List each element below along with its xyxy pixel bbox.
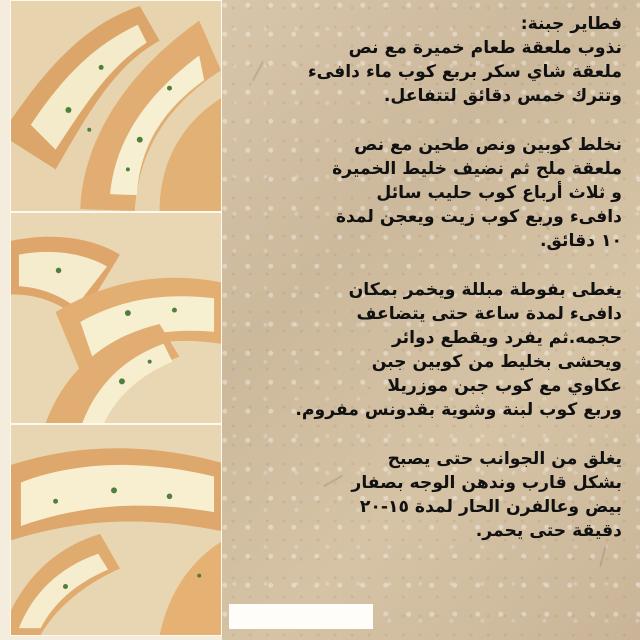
recipe-paper	[222, 0, 640, 640]
recipe-line: ملعقة ملح ثم نضيف خليط الخميرة	[332, 159, 622, 179]
recipe-line: و ثلاث أرباع كوب حليب سائل	[376, 183, 622, 203]
recipe-line: نخلط كوبين ونص طحين مع نص	[354, 135, 622, 155]
recipe-line: عكاوي مع كوب جبن موزريلا	[387, 376, 622, 396]
paragraph-gap	[234, 253, 622, 278]
paragraph-gap	[234, 422, 622, 447]
recipe-line: دافىء لمدة ساعة حتى يتضاعف	[356, 304, 622, 324]
recipe-line: دقيقة حتى يحمر.	[475, 521, 622, 541]
recipe-line: يغطى بفوطة مبللة ويخمر بمكان	[348, 280, 622, 300]
recipe-line: ويحشى بخليط من كوبين جبن	[371, 352, 622, 372]
recipe-line: حجمه.ثم يفرد ويقطع دوائر	[391, 328, 622, 348]
recipe-line: ملعقة شاي سكر بربع كوب ماء دافىء	[307, 62, 622, 82]
pastry-image-top	[11, 1, 221, 211]
recipe-line: ١٠ دقائق.	[540, 231, 622, 251]
pastry-photo-bottom	[10, 424, 222, 636]
recipe-text	[234, 12, 622, 543]
paper-fiber	[599, 545, 607, 567]
pastry-photo-middle	[10, 212, 222, 424]
pastry-image-bottom	[11, 425, 221, 635]
blank-label-strip	[229, 604, 373, 629]
recipe-line: دافىء وربع كوب زيت ويعجن لمدة	[335, 207, 622, 227]
recipe-line: يغلق من الجوانب حتى يصبح	[387, 449, 622, 469]
photo-column	[10, 0, 222, 636]
paragraph-gap	[234, 108, 622, 133]
recipe-line: وربع كوب لبنة وشوية بقدونس مفروم.	[295, 400, 622, 420]
recipe-line: وتترك خمس دقائق لتتفاعل.	[383, 86, 622, 106]
pastry-image-middle	[11, 213, 221, 423]
recipe-line: بشكل قارب وندهن الوجه بصفار	[351, 473, 622, 493]
recipe-line: بيض وعالفرن الحار لمدة ١٥-٢٠	[359, 497, 622, 517]
recipe-line: نذوب ملعقة طعام خميرة مع نص	[348, 38, 622, 58]
pastry-photo-top	[10, 0, 222, 212]
recipe-title: فطاير جبنة:	[520, 14, 622, 34]
